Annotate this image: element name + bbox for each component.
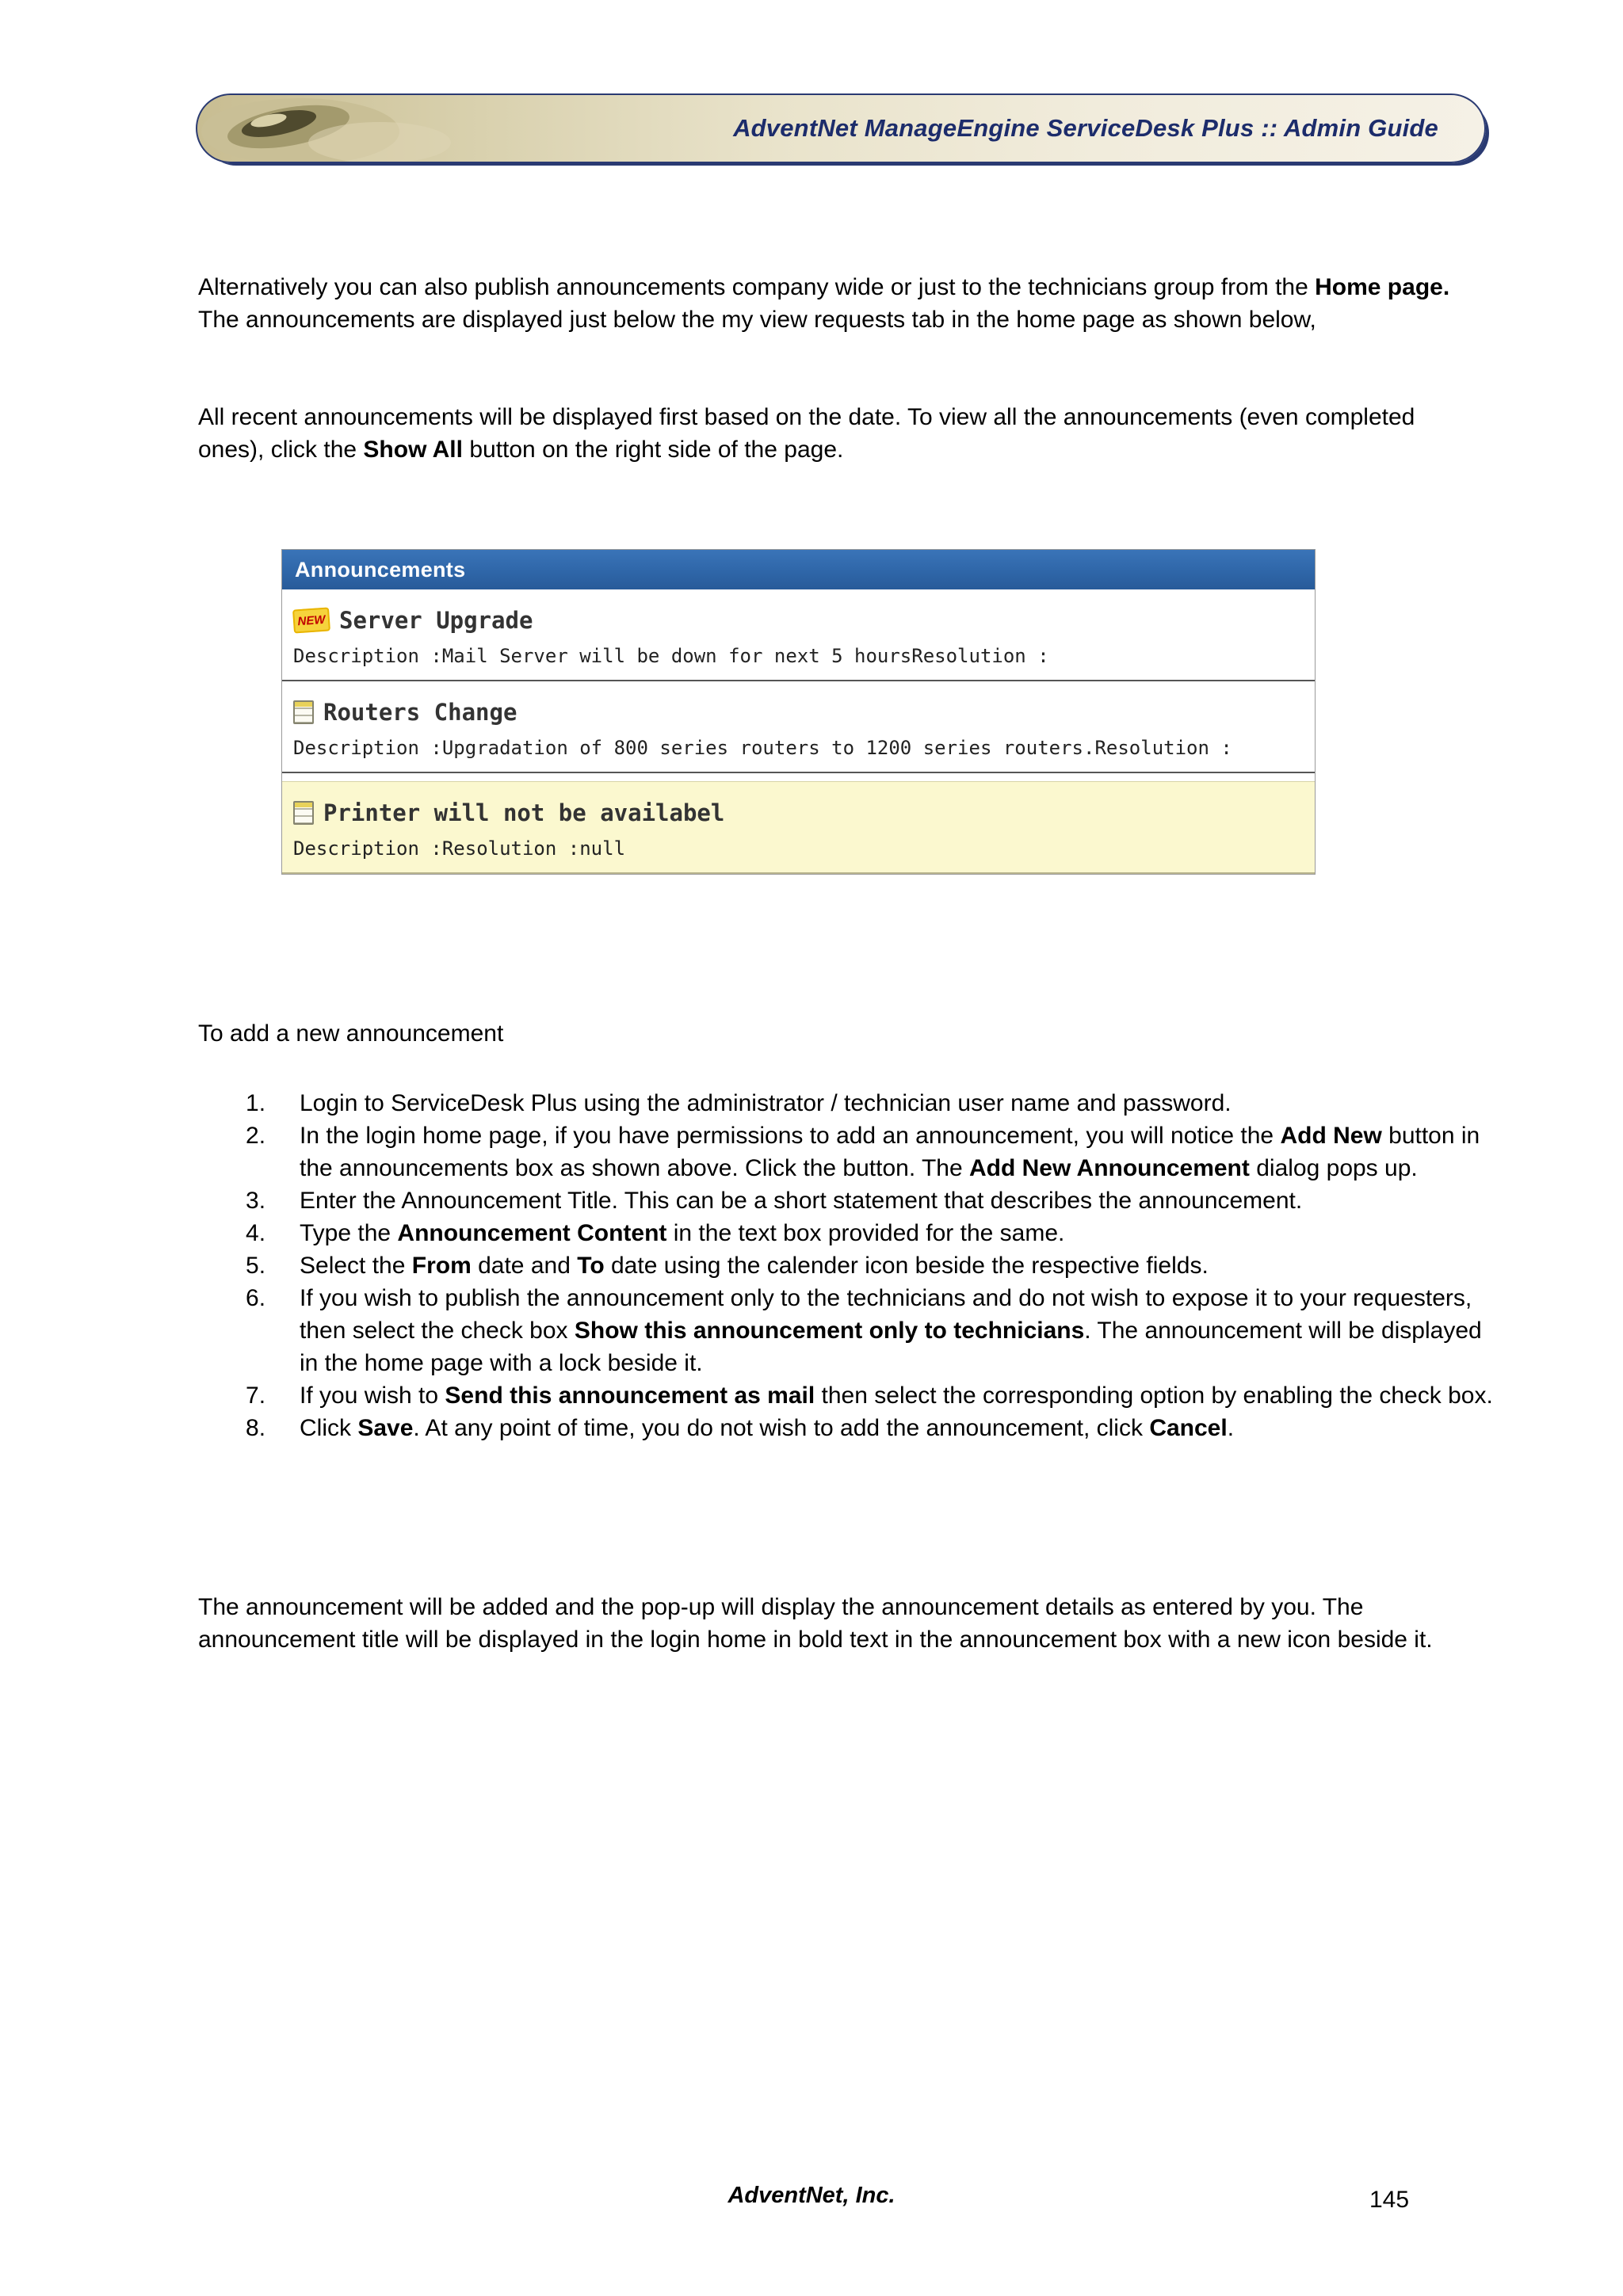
step-item-4: Type the Announcement Content in the text box provided for the same.	[300, 1220, 1065, 1246]
step-item-5: Select the From date and To date using the calender icon beside the respective fields.	[300, 1253, 1209, 1279]
divider	[282, 772, 1315, 773]
page-number: 145	[1369, 2187, 1410, 2213]
step-item-6: If you wish to publish the announcement only to the technicians and do not wish to expose it to your requesters, then select the check box Show this announcement only to technicians. The announcement will be displayed in the home page with a lock beside it.	[300, 1285, 1482, 1376]
intro-paragraph-1: Alternatively you can also publish announcements company wide or just to the technicians group from the Home page. The announcements are displayed just below the my view requests tab in the home page as shown below,	[198, 274, 1450, 333]
adventnet-logo-icon	[197, 95, 498, 163]
footer-company: AdventNet, Inc.	[727, 2183, 896, 2208]
step-item-1: Login to ServiceDesk Plus using the administrator / technician user name and password.	[300, 1090, 1232, 1116]
step-item-7: If you wish to Send this announcement as mail then select the corresponding option by enabling the check box.	[300, 1383, 1493, 1409]
note-icon	[293, 801, 314, 825]
announcement-title: Printer will not be availabel	[323, 799, 725, 826]
step-item-3: Enter the Announcement Title. This can be a short statement that describes the announcement.	[300, 1188, 1303, 1214]
announcements-header-bar	[282, 550, 1315, 589]
step-item-2: In the login home page, if you have permissions to add an announcement, you will notice the Add New button in the announcements box as shown above. Click the button. The Add New Announcement dialog pops up.	[300, 1123, 1480, 1181]
announcement-item-highlighted	[282, 781, 1315, 874]
announcements-screenshot	[281, 549, 1316, 875]
announcement-description: Description :Upgradation of 800 series routers to 1200 series routers.Resolution :	[293, 737, 1232, 759]
note-icon	[293, 700, 314, 724]
announcement-title: Routers Change	[323, 699, 517, 726]
announcements-header-label: Announcements	[295, 557, 466, 582]
closing-paragraph: The announcement will be added and the pop-up will display the announcement details as entered by you. The announcement title will be displayed in the login home in bold text in the announcement box with a new icon beside it.	[198, 1594, 1433, 1653]
steps-heading: To add a new announcement	[198, 1020, 504, 1047]
announcement-title: Server Upgrade	[339, 607, 533, 634]
header-banner	[196, 93, 1486, 163]
steps-list	[198, 1087, 1498, 1444]
new-announcement-icon: NEW	[292, 607, 330, 633]
announcement-description: Description :Mail Server will be down for next 5 hoursResolution :	[293, 645, 1049, 667]
step-item-8: Click Save. At any point of time, you do not wish to add the announcement, click Cancel.	[300, 1415, 1235, 1441]
announcement-item	[282, 681, 1315, 773]
announcement-description: Description :Resolution :null	[293, 837, 626, 860]
announcement-item	[282, 589, 1315, 681]
guide-title: AdventNet ManageEngine ServiceDesk Plus :: Admin Guide	[733, 114, 1438, 142]
intro-paragraph-2: All recent announcements will be displayed first based on the date. To view all the announcements (even completed ones), click the Show All button on the right side of the page.	[198, 404, 1415, 463]
